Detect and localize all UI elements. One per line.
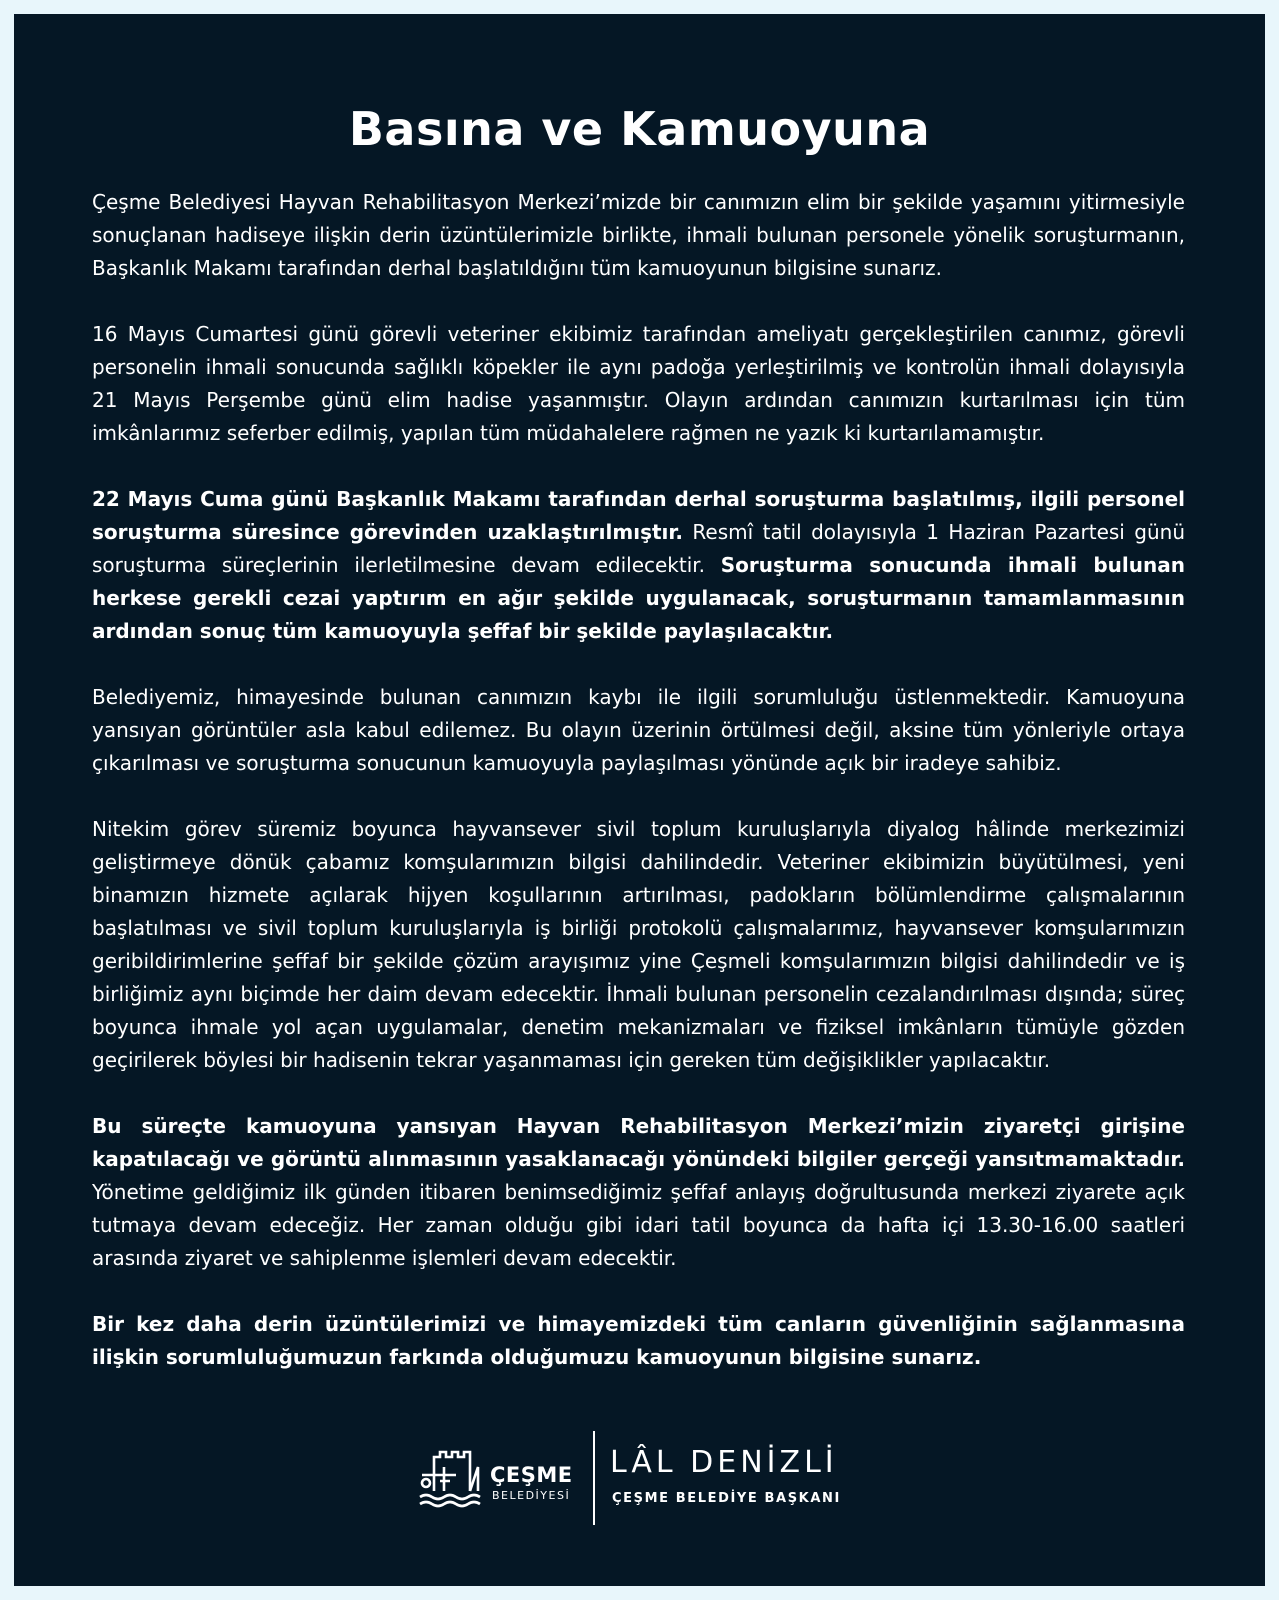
logo-name: ÇEŞME: [490, 1463, 573, 1487]
paragraph-2: 16 Mayıs Cumartesi günü görevli veteriner ekibimiz tarafından ameliyatı gerçekleştirilen canımız, görevli personelin ihmali sonucunda sağlıklı köpekler ile aynı padoğa yerleştirilmiş ve kontrolün ihmali dolayısıyla 21 Mayıs Perşembe günü elim hadise yaşanmıştır. Olayın ardından canımızın kurtarılması için tüm imkânlarımız seferber edilmiş, yapılan tüm müdahalelere rağmen ne yazık ki kurtarılamamıştır.: [92, 322, 1185, 445]
paragraph-6: [92, 1110, 1185, 1275]
paragraph-7: [92, 1308, 1185, 1374]
paragraph-7-bold: Bir kez daha derin üzüntülerimizi ve himayemizdeki tüm canların güvenliğinin sağlanmasına ilişkin sorumluluğumuzun farkında olduğumuzu kamuoyunun bilgisine sunarız.: [92, 1312, 1185, 1369]
paragraph-3-bold-1: 22 Mayıs Cuma günü Başkanlık Makamı tarafından derhal soruşturma başlatılmış, ilgili personel soruşturma süresince görevinden uzaklaştırılmıştır.: [92, 487, 1185, 544]
paragraph-3-bold-2: Soruşturma sonucunda ihmali bulunan herkese gerekli cezai yaptırım en ağır şekilde uygulanacak, soruşturmanın tamamlanmasının ardından sonuç tüm kamuoyuyla şeffaf bir şekilde paylaşılacaktır.: [92, 553, 1185, 643]
paragraph-3-normal: Resmî tatil dolayısıyla 1 Haziran Pazartesi günü soruşturma süreçlerinin ilerletilmesine devam edilecektir.: [92, 520, 1185, 577]
press-release-card: [14, 14, 1265, 1586]
paragraph-4: Belediyemiz, himayesinde bulunan canımızın kaybı ile ilgili sorumluluğu üstlenmektedir. Kamuoyuna yansıyan görüntüler asla kabul edilemez. Bu olayın üzerinin örtülmesi değil, aksine tüm yönleriyle ortaya çıkarılması ve soruşturma sonucunun kamuoyuyla paylaşılması yönünde açık bir iradeye sahibiz.: [92, 685, 1185, 775]
footer-divider: [593, 1431, 595, 1525]
mayor-title: ÇEŞME BELEDİYE BAŞKANI: [612, 1491, 841, 1506]
signature-footer: [14, 1419, 1265, 1529]
page-title: Basına ve Kamuoyuna: [348, 102, 931, 156]
press-release-body: [92, 186, 1185, 1407]
paragraph-1: Çeşme Belediyesi Hayvan Rehabilitasyon Merkezi’mizde bir canımızın elim bir şekilde yaşamını yitirmesiyle sonuçlanan hadiseye ilişkin derin üzüntülerimizle birlikte, ihmali bulunan personele yönelik soruşturmanın, Başkanlık Makamı tarafından derhal başlatıldığını tüm kamuoyunun bilgisine sunarız.: [92, 190, 1185, 280]
paragraph-3: [92, 483, 1185, 648]
logo-subtitle: BELEDİYESİ: [492, 1489, 571, 1502]
mayor-name: LÂL DENİZLİ: [610, 1445, 838, 1480]
paragraph-6-normal: Yönetime geldiğimiz ilk günden itibaren benimsediğimiz şeffaf anlayış doğrultusunda merkezi ziyarete açık tutmaya devam edeceğiz. Her zaman olduğu gibi idari tatil boyunca da hafta içi 13.30-16.00 saatleri arasında ziyaret ve sahiplenme işlemleri devam edecektir.: [92, 1180, 1185, 1270]
cesme-belediyesi-logo: [416, 1447, 588, 1511]
paragraph-6-bold: Bu süreçte kamuoyuna yansıyan Hayvan Rehabilitasyon Merkezi’mizin ziyaretçi girişine kapatılacağı ve görüntü alınmasının yasaklanacağı yönündeki bilgiler gerçeği yansıtmamaktadır.: [92, 1114, 1185, 1171]
paragraph-5: Nitekim görev süremiz boyunca hayvansever sivil toplum kuruluşlarıyla diyalog hâlinde merkezimizi geliştirmeye dönük çabamız komşularımızın bilgisi dahilindedir. Veteriner ekibimizin büyütülmesi, yeni binamızın hizmete açılarak hijyen koşullarının artırılması, padokların bölümlendirme çalışmalarının başlatılması ve sivil toplum kuruluşlarıyla iş birliği protokolü çalışmalarımız, hayvansever komşularımızın geribildirimlerine şeffaf bir şekilde çözüm arayışımız yine Çeşmeli komşularımızın bilgisi dahilindedir ve iş birliğimiz aynı biçimde her daim devam edecektir. İhmali bulunan personelin cezalandırılması dışında; süreç boyunca ihmale yol açan uygulamalar, denetim mekanizmaları ve fiziksel imkânların tümüyle gözden geçirilerek böylesi bir hadisenin tekrar yaşanmaması için gereken tüm değişiklikler yapılacaktır.: [92, 817, 1185, 1072]
castle-waves-icon: [416, 1447, 486, 1511]
